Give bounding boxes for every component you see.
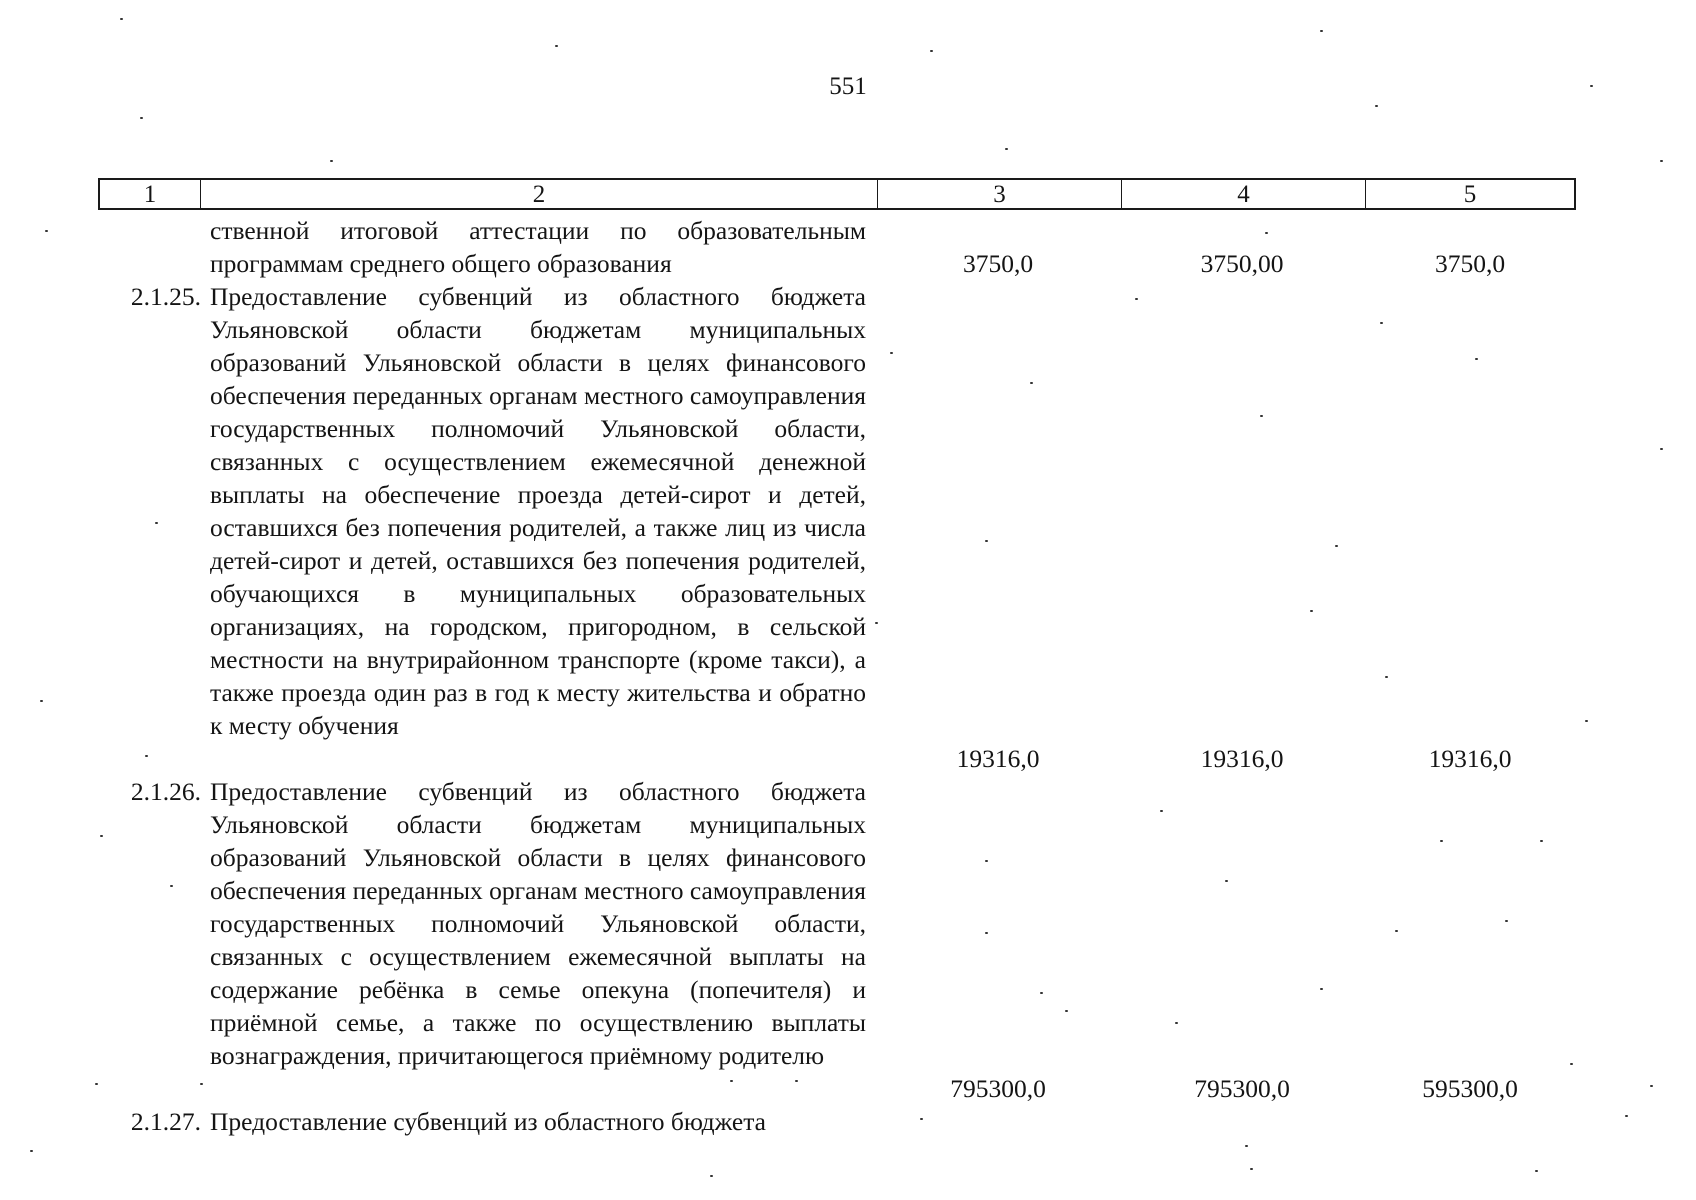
speck: [890, 352, 893, 354]
row-value-col4: 19316,0: [1200, 744, 1284, 773]
row-value-col3: 795300,0: [950, 1074, 1046, 1103]
row-number: 2.1.27.: [130, 1107, 201, 1136]
speck: [1250, 1168, 1253, 1170]
speck: [1660, 160, 1663, 162]
speck: [730, 1080, 733, 1082]
speck: [930, 50, 933, 52]
speck: [920, 1118, 923, 1120]
table-row-2-1-27: [210, 1105, 866, 1138]
speck: [1440, 840, 1443, 842]
speck: [1160, 810, 1163, 812]
speck: [1005, 148, 1008, 150]
column-header-4: 4: [1122, 180, 1366, 208]
speck: [200, 1083, 203, 1085]
speck: [1380, 322, 1383, 324]
row-number: 2.1.25.: [130, 282, 201, 311]
speck: [1065, 1010, 1068, 1012]
speck: [1475, 358, 1478, 360]
speck: [1335, 545, 1338, 547]
speck: [875, 622, 878, 624]
table-row-2-1-25: [210, 280, 866, 742]
row-description: Предоставление субвенций из областного бюджета Ульяновской области бюджетам муниципальных образований Ульяновской области в целях финансового обеспечения переданных органам местного самоуправления государственных полномочий Ульяновской области, связанных с осуществлением ежемесячной денежной выплаты на обеспечение проезда детей-сирот и детей, оставшихся без попечения родителей, а также лиц из числа детей-сирот и детей, оставшихся без попечения родителей, обучающихся в муниципальных образовательных организациях, на городском, пригородном, в сельской местности на внутрирайонном транспорте (кроме такси), а также проезда один раз в год к месту жительства и обратно к месту обучения: [210, 282, 866, 740]
speck: [140, 117, 143, 119]
speck: [1310, 610, 1313, 612]
speck: [120, 18, 123, 20]
speck: [555, 45, 558, 47]
speck: [1135, 298, 1138, 300]
speck: [1505, 920, 1508, 922]
speck: [1375, 105, 1378, 107]
speck: [1650, 1085, 1653, 1087]
speck: [1225, 880, 1228, 882]
speck: [1265, 232, 1268, 234]
column-header-1: 1: [100, 180, 201, 208]
speck: [1320, 30, 1323, 32]
column-header-5: 5: [1463, 181, 1477, 208]
row-description: Предоставление субвенций из областного бюджета Ульяновской области бюджетам муниципальных образований Ульяновской области в целях финансового обеспечения переданных органам местного самоуправления государственных полномочий Ульяновской области, связанных с осуществлением ежемесячной выплаты на содержание ребёнка в семье опекуна (попечителя) и приёмной семье, а также по осуществлению выплаты вознаграждения, причитающегося приёмному родителю: [210, 777, 866, 1070]
page-number: 551: [829, 73, 867, 100]
row-number: 2.1.26.: [130, 777, 201, 806]
row-value-col5: 19316,0: [1428, 744, 1512, 773]
speck: [1030, 382, 1033, 384]
speck: [1570, 1063, 1573, 1065]
speck: [1175, 1022, 1178, 1024]
row-value-col4: 3750,00: [1200, 249, 1284, 278]
speck: [1625, 1115, 1628, 1117]
speck: [95, 1083, 98, 1085]
speck: [795, 1080, 798, 1082]
speck: [1040, 992, 1043, 994]
speck: [155, 522, 158, 524]
row-value-col5: 595300,0: [1422, 1074, 1518, 1103]
table-column-header: [98, 178, 1576, 210]
speck: [1535, 1170, 1538, 1172]
row-description: Предоставление субвенций из областного бюджета: [210, 1107, 766, 1136]
speck: [30, 1150, 33, 1152]
speck: [330, 160, 333, 162]
column-header-3: 3: [878, 180, 1122, 208]
row-description: ственной итоговой аттестации по образовательным программам среднего общего образования: [210, 216, 866, 278]
row-value-col3: 19316,0: [956, 744, 1040, 773]
speck: [1585, 720, 1588, 722]
speck: [1395, 930, 1398, 932]
table-row-2-1-26: [210, 775, 866, 1072]
speck: [1540, 840, 1543, 842]
speck: [985, 860, 988, 862]
column-header-2: 2: [201, 180, 878, 208]
speck: [1660, 448, 1663, 450]
speck: [45, 230, 48, 232]
speck: [710, 1175, 713, 1177]
speck: [145, 755, 148, 757]
speck: [40, 700, 43, 702]
speck: [100, 835, 103, 837]
row-value-col4: 795300,0: [1194, 1074, 1290, 1103]
speck: [985, 932, 988, 934]
table-row-continuation: [210, 214, 866, 280]
row-value-col3: 3750,0: [962, 249, 1034, 278]
speck: [1385, 676, 1388, 678]
speck: [1590, 85, 1593, 87]
row-value-col5: 3750,0: [1434, 249, 1506, 278]
speck: [1320, 988, 1323, 990]
speck: [170, 885, 173, 887]
speck: [985, 540, 988, 542]
speck: [1260, 415, 1263, 417]
speck: [1245, 1145, 1248, 1147]
